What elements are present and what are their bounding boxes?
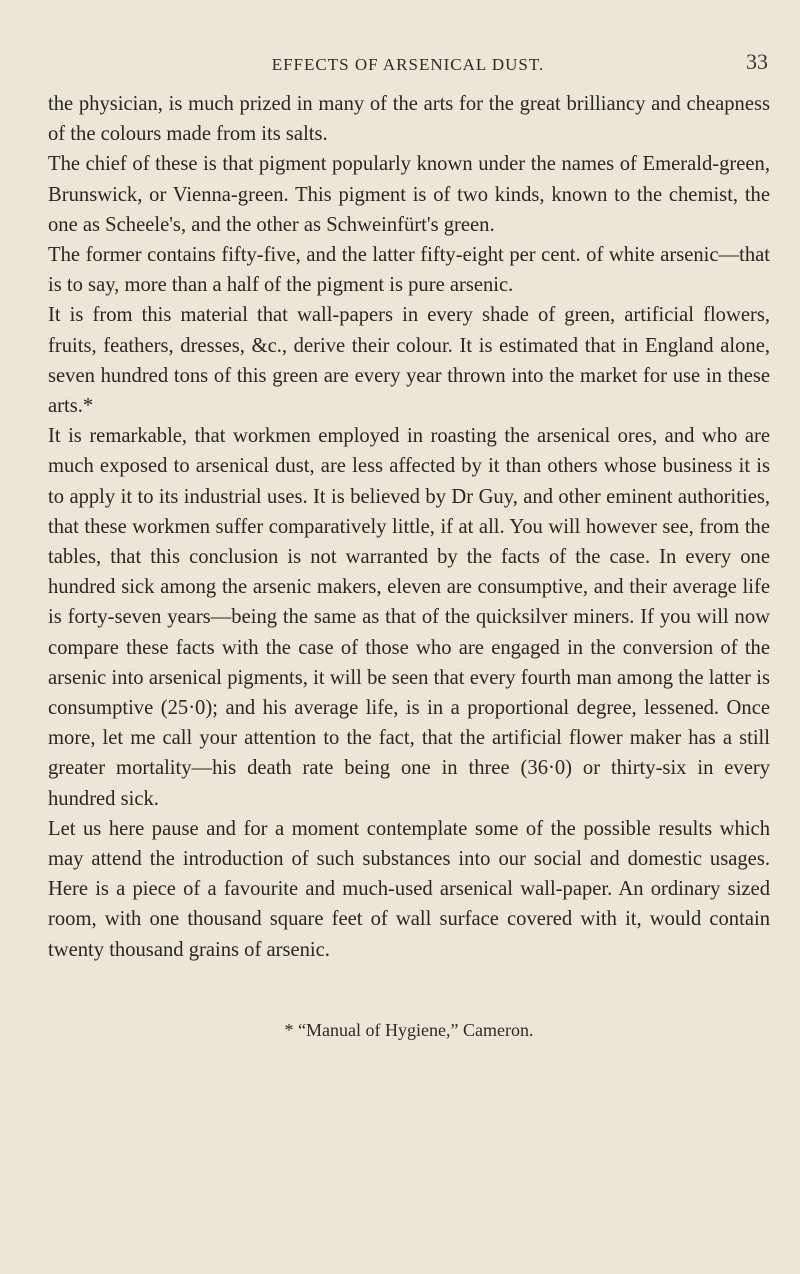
paragraph-1: the physician, is much prized in many of the arts for the great brilliancy and cheapness of the colours made from its salts. bbox=[48, 93, 770, 146]
page-number: 33 bbox=[746, 49, 768, 74]
paragraph-5: It is remarkable, that workmen employed in roasting the arsenical ores, and who are much exposed to arsenical dust, are less affected by it than others whose business it is to apply it to its industrial uses. It is believed by Dr Guy, and other eminent authorities, that these workmen suffer comparatively little, if at all. You will however see, from the tables, that this conclusion is not warranted by the facts of the case. In every one hundred sick among the arsenic makers, eleven are consumptive, and their average life is forty-seven years—being the same as that of the quicksilver miners. If you will now compare these facts with the case of those who are engaged in the conversion of the arsenic into arsenical pigments, it will be seen that every fourth man among the latter is consumptive (25·0); and his average life, is in a proportional degree, lessened. Once more, let me call your attention to the fact, that the artificial flower maker has a still greater mortality—his death rate being one in three (36·0) or thirty-six in every hundred sick. bbox=[48, 425, 770, 810]
running-head: EFFECTS OF ARSENICAL DUST. bbox=[271, 55, 545, 74]
paragraph-4: It is from this material that wall-papers in every shade of green, artificial flowers, fruits, feathers, dresses, &c., derive their colour. It is estimated that in England alone, seven hundred tons of this green are every year thrown into the market for use in these arts.* bbox=[48, 304, 770, 418]
page-header bbox=[48, 49, 768, 81]
footnote: * “Manual of Hygiene,” Cameron. bbox=[284, 1020, 534, 1040]
paragraph-3: The former contains fifty-five, and the latter fifty-eight per cent. of white arsenic—that is to say, more than a half of the pigment is pure arsenic. bbox=[48, 244, 770, 297]
body-text bbox=[48, 89, 770, 965]
paragraph-2: The chief of these is that pigment popularly known under the names of Emerald-green, Brunswick, or Vienna-green. This pigment is of two kinds, known to the chemist, the one as Scheele's, and the other as Schweinfürt's green. bbox=[48, 153, 770, 236]
paragraph-6: Let us here pause and for a moment contemplate some of the possible results which may attend the introduction of such substances into our social and domestic usages. Here is a piece of a favourite and much-used arsenical wall-paper. An ordinary sized room, with one thousand square feet of wall surface covered with it, would contain twenty thousand grains of arsenic. bbox=[48, 817, 770, 961]
